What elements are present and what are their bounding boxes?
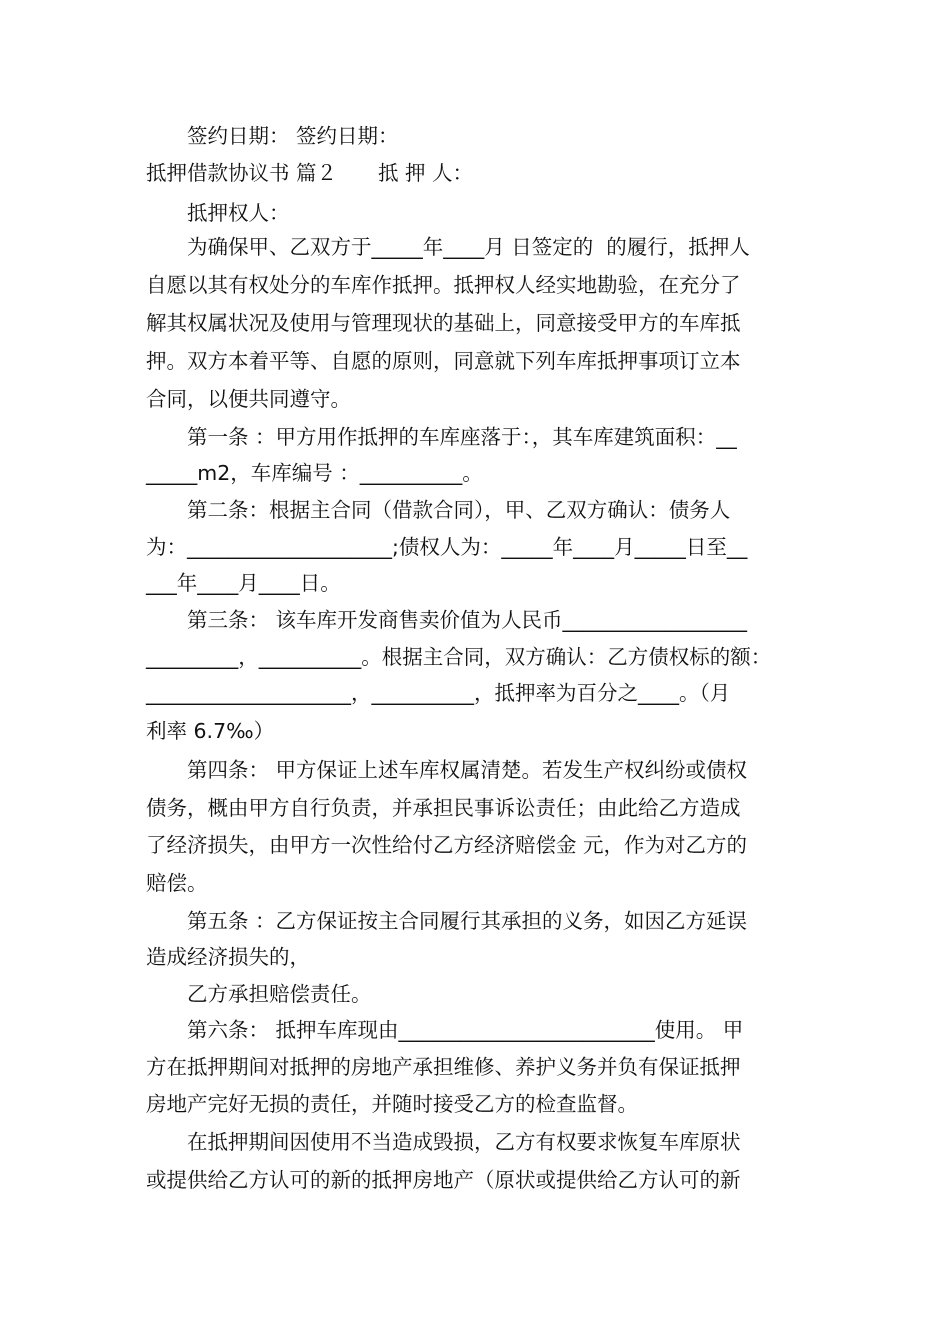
text-line: _____m2，车库编号 ：__________。 xyxy=(146,461,483,485)
text-line: 抵押权人： xyxy=(146,201,290,225)
text-line: 利率 6.7‰） xyxy=(146,719,275,743)
text-line: 解其权属状况及使用与管理现状的基础上，同意接受甲方的车库抵 xyxy=(146,311,741,335)
text-line: _________，__________。根据主合同，双方确认：乙方债权标的额： xyxy=(146,645,772,669)
text-line: 第六条： 抵押车库现由_________________________使用。 甲 xyxy=(146,1018,744,1042)
text-line: 在抵押期间因使用不当造成毁损，乙方有权要求恢复车库原状 xyxy=(146,1130,741,1154)
text-line: ____________________，__________，抵押率为百分之____。（月 xyxy=(146,681,731,705)
text-line: 或提供给乙方认可的新的抵押房地产（原状或提供给乙方认可的新 xyxy=(146,1168,741,1192)
text-line: 了经济损失，由甲方一次性给付乙方经济赔偿金 元，作为对乙方的 xyxy=(146,833,748,857)
text-line: 第三条： 该车库开发商售卖价值为人民币__________________ xyxy=(146,608,748,632)
text-line: 抵押借款协议书 篇２ 抵 押 人： xyxy=(146,161,474,185)
text-line: ___年____月____日。 xyxy=(146,571,341,595)
text-line: 第二条：根据主合同（借款合同），甲、乙双方确认：债务人 xyxy=(146,498,731,522)
text-line: 合同，以便共同遵守。 xyxy=(146,387,351,411)
text-line: 第四条： 甲方保证上述车库权属清楚。若发生产权纠纷或债权 xyxy=(146,758,748,782)
text-line: 造成经济损失的， xyxy=(146,945,310,969)
text-line: 第一条 ：甲方用作抵押的车库座落于：，其车库建筑面积：__ xyxy=(146,425,737,449)
text-line: 为确保甲、乙双方于_____年____月 日签定的 的履行，抵押人 xyxy=(146,235,750,259)
text-line: 方在抵押期间对抵押的房地产承担维修、养护义务并负有保证抵押 xyxy=(146,1055,741,1079)
text-line: 为：____________________;债权人为：_____年____月_____日至__ xyxy=(146,535,748,559)
text-line: 第五条 ：乙方保证按主合同履行其承担的义务，如因乙方延误 xyxy=(146,909,748,933)
text-line: 押。双方本着平等、自愿的原则，同意就下列车库抵押事项订立本 xyxy=(146,349,741,373)
text-line: 房地产完好无损的责任，并随时接受乙方的检查监督。 xyxy=(146,1092,638,1116)
text-line: 债务，概由甲方自行负责，并承担民事诉讼责任；由此给乙方造成 xyxy=(146,796,741,820)
text-line: 赔偿。 xyxy=(146,871,208,895)
text-line: 乙方承担赔偿责任。 xyxy=(146,982,372,1006)
text-line: 自愿以其有权处分的车库作抵押。抵押权人经实地勘验，在充分了 xyxy=(146,273,741,297)
text-line: 签约日期： 签约日期： xyxy=(146,124,399,148)
